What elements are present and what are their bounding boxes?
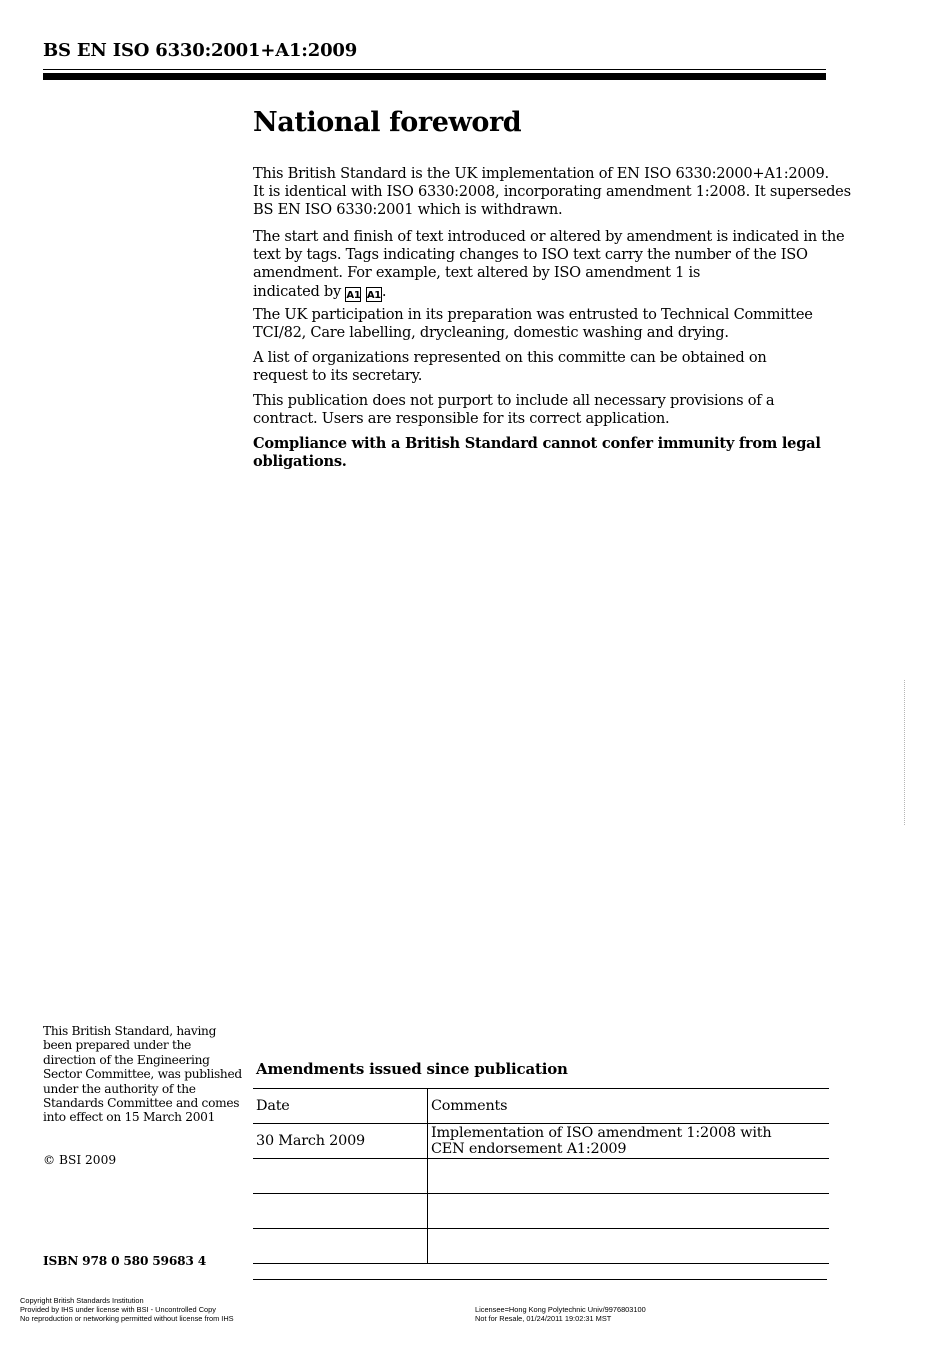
amendments-table [253,1088,829,1264]
bottom-rule [253,1279,827,1280]
text-line: A list of organizations represented on this committe can be obtained on [253,349,767,366]
text-line: Copyright British Standards Institution [20,1296,144,1305]
text-line: Sector Committee, was published [43,1067,242,1082]
footer-license-left [20,1296,234,1323]
text-line: under the authority of the [43,1081,196,1096]
text-line: into effect on 15 March 2001 [43,1110,216,1125]
text-line: CEN endorsement A1:2009 [431,1141,627,1157]
text-line: This British Standard, having [43,1024,217,1038]
text-line: TCI/82, Care labelling, drycleaning, domestic washing and drying. [253,324,729,342]
text-line: This British Standard is the UK implementation of EN ISO 6330:2000+A1:2009. [253,165,829,182]
paragraph-amendment-tags [253,228,845,302]
text-line: Compliance with a British Standard cannot confer immunity from legal [253,435,821,452]
paragraph-provisions [253,392,823,428]
text-fragment: . [381,282,387,300]
text-line: No reproduction or networking permitted without license from IHS [20,1314,234,1323]
paragraph-compliance [253,435,823,471]
text-line: been prepared under the [43,1038,192,1053]
text-line: This publication does not purport to include all necessary provisions of a [253,392,775,409]
table-row [253,1159,829,1194]
amendment-date: 30 March 2009 [253,1124,428,1159]
text-line: The start and finish of text introduced or altered by amendment is indicated in the [253,228,845,245]
text-fragment: indicated by [253,282,342,300]
amendment-comment [428,1194,830,1229]
amendment-close-tag-icon: A1 [366,287,382,302]
amendments-title: Amendments issued since publication [256,1060,568,1078]
amendment-comment [428,1229,830,1264]
publication-note [43,1024,243,1125]
table-row [253,1194,829,1229]
text-line: Not for Resale, 01/24/2011 19:02:31 MST [475,1314,612,1323]
margin-watermark [904,680,909,825]
text-line: Provided by IHS under license with BSI - Uncontrolled Copy [20,1305,216,1314]
text-line: direction of the Engineering [43,1052,210,1067]
table-row [253,1124,829,1159]
column-header-date: Date [253,1089,428,1124]
text-line: contract. Users are responsible for its correct application. [253,410,670,428]
text-line: request to its secretary. [253,367,423,385]
amendment-date [253,1229,428,1264]
document-code: BS EN ISO 6330:2001+A1:2009 [43,40,358,61]
text-line [253,283,823,302]
text-line: Licensee=Hong Kong Polytechnic Univ/9976803100 [475,1305,646,1314]
amendment-date [253,1159,428,1194]
amendment-comment [428,1124,830,1159]
column-header-comments: Comments [428,1089,830,1124]
header-rule-thin [43,69,826,70]
amendment-date [253,1194,428,1229]
text-line: Implementation of ISO amendment 1:2008 with [431,1124,772,1141]
text-line: obligations. [253,453,347,471]
isbn: ISBN 978 0 580 59683 4 [43,1254,206,1268]
page-title: National foreword [253,107,522,138]
amendment-comment [428,1159,830,1194]
table-row [253,1229,829,1264]
text-line: amendment. For example, text altered by ISO amendment 1 is [253,264,701,282]
text-line: The UK participation in its preparation was entrusted to Technical Committee [253,306,813,323]
text-line: text by tags. Tags indicating changes to ISO text carry the number of the ISO [253,246,808,264]
header-rule-thick [43,73,826,80]
paragraph-committee [253,306,823,342]
paragraph-organizations [253,349,823,385]
text-line: BS EN ISO 6330:2001 which is withdrawn. [253,201,563,219]
table-header-row [253,1089,829,1124]
amendment-open-tag-icon: A1 [345,287,361,302]
footer-license-right [475,1305,646,1323]
paragraph-implementation [253,165,851,220]
text-line: Standards Committee and comes [43,1096,240,1111]
copyright-notice: © BSI 2009 [43,1153,117,1167]
text-line: It is identical with ISO 6330:2008, incorporating amendment 1:2008. It supersedes [253,183,851,201]
